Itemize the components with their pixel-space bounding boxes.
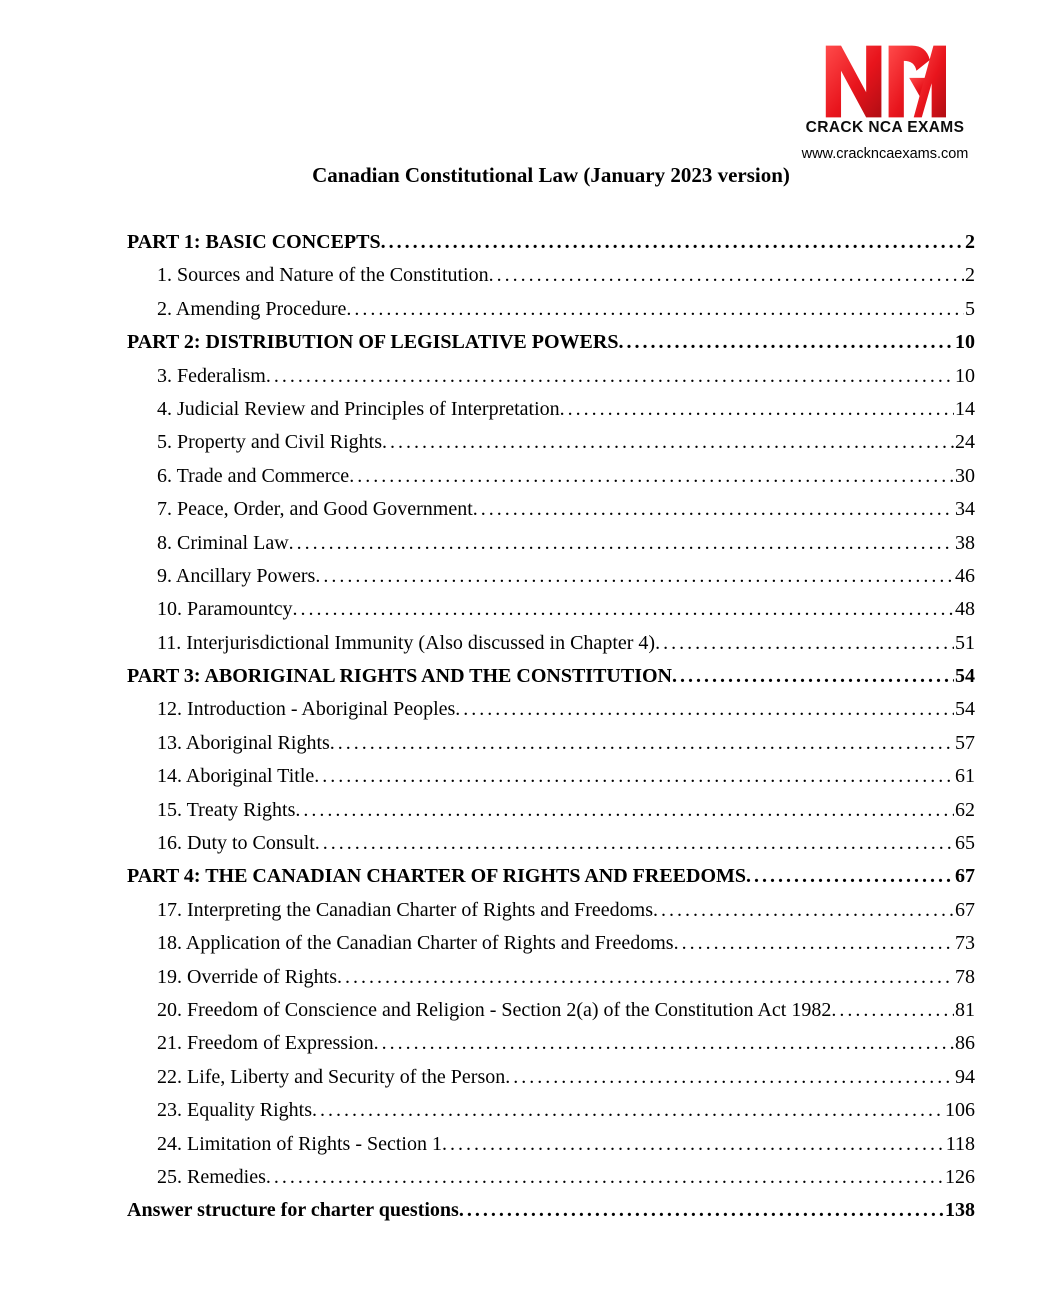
toc-dot-leader bbox=[382, 426, 954, 459]
toc-page-number: 51 bbox=[955, 631, 975, 654]
toc-entry[interactable] bbox=[127, 827, 975, 860]
toc-entry-label: 17. Interpreting the Canadian Charter of Rights and Freedoms bbox=[157, 898, 653, 921]
toc-dot-leader bbox=[655, 627, 954, 660]
toc-dot-leader bbox=[374, 1027, 954, 1060]
toc-dot-leader bbox=[653, 894, 954, 927]
toc-page-number: 38 bbox=[955, 531, 975, 554]
brand-header bbox=[790, 42, 980, 162]
toc-entry[interactable] bbox=[127, 894, 975, 927]
toc-entry[interactable] bbox=[127, 627, 975, 660]
toc-page-number: 73 bbox=[955, 932, 975, 955]
toc-dot-leader bbox=[674, 927, 954, 960]
toc-dot-leader bbox=[459, 1194, 944, 1227]
toc-entry[interactable] bbox=[127, 527, 975, 560]
toc-dot-leader bbox=[746, 860, 954, 893]
toc-page-number: 62 bbox=[955, 798, 975, 821]
toc-entry[interactable] bbox=[127, 794, 975, 827]
toc-entry[interactable] bbox=[127, 593, 975, 626]
toc-entry[interactable] bbox=[127, 1128, 975, 1161]
toc-entry[interactable] bbox=[127, 860, 975, 893]
toc-dot-leader bbox=[381, 226, 964, 259]
toc-entry[interactable] bbox=[127, 326, 975, 359]
toc-page-number: 5 bbox=[965, 297, 975, 320]
toc-entry-label: PART 3: ABORIGINAL RIGHTS AND THE CONSTITUTION bbox=[127, 665, 672, 688]
toc-dot-leader bbox=[266, 360, 954, 393]
toc-dot-leader bbox=[315, 827, 954, 860]
toc-entry-label: 18. Application of the Canadian Charter of Rights and Freedoms bbox=[157, 932, 674, 955]
nca-logo-icon bbox=[824, 42, 946, 121]
toc-entry[interactable] bbox=[127, 426, 975, 459]
toc-list bbox=[127, 226, 975, 1228]
toc-page-number: 10 bbox=[955, 331, 975, 354]
toc-entry[interactable] bbox=[127, 1161, 975, 1194]
toc-dot-leader bbox=[293, 593, 954, 626]
toc-entry[interactable] bbox=[127, 693, 975, 726]
toc-entry[interactable] bbox=[127, 1061, 975, 1094]
toc-entry[interactable] bbox=[127, 560, 975, 593]
toc-dot-leader bbox=[618, 326, 954, 359]
toc-entry-label: 23. Equality Rights bbox=[157, 1099, 312, 1122]
toc-dot-leader bbox=[314, 760, 954, 793]
toc-page-number: 67 bbox=[955, 898, 975, 921]
document-title: Canadian Constitutional Law (January 2023 version) bbox=[312, 163, 790, 187]
toc-dot-leader bbox=[505, 1061, 954, 1094]
toc-entry[interactable] bbox=[127, 293, 975, 326]
toc-entry-label: 24. Limitation of Rights - Section 1 bbox=[157, 1132, 442, 1155]
toc-entry-label: 4. Judicial Review and Principles of Interpretation bbox=[157, 397, 560, 420]
toc-entry[interactable] bbox=[127, 760, 975, 793]
toc-dot-leader bbox=[473, 493, 954, 526]
toc-entry-label: 9. Ancillary Powers bbox=[157, 564, 316, 587]
toc-entry-label: 1. Sources and Nature of the Constitution bbox=[157, 264, 489, 287]
toc-dot-leader bbox=[312, 1094, 944, 1127]
toc-page-number: 2 bbox=[965, 264, 975, 287]
toc-entry[interactable] bbox=[127, 259, 975, 292]
toc-dot-leader bbox=[442, 1128, 945, 1161]
toc-dot-leader bbox=[330, 727, 954, 760]
toc-page-number: 48 bbox=[955, 598, 975, 621]
toc-dot-leader bbox=[289, 527, 954, 560]
toc-entry[interactable] bbox=[127, 1094, 975, 1127]
toc-entry-label: 10. Paramountcy bbox=[157, 598, 293, 621]
toc-entry-label: PART 2: DISTRIBUTION OF LEGISLATIVE POWERS bbox=[127, 331, 619, 354]
toc-entry-label: 12. Introduction - Aboriginal Peoples bbox=[157, 698, 456, 721]
toc-dot-leader bbox=[489, 259, 964, 292]
toc-entry-label: 16. Duty to Consult bbox=[157, 832, 315, 855]
toc-page-number: 94 bbox=[955, 1065, 975, 1088]
toc-entry-label: 7. Peace, Order, and Good Government bbox=[157, 498, 473, 521]
toc-page-number: 61 bbox=[955, 765, 975, 788]
toc-entry[interactable] bbox=[127, 927, 975, 960]
toc-entry-label: 15. Treaty Rights bbox=[157, 798, 296, 821]
toc-dot-leader bbox=[266, 1161, 944, 1194]
toc-entry-label: 8. Criminal Law bbox=[157, 531, 289, 554]
toc-entry-label: 13. Aboriginal Rights bbox=[157, 731, 330, 754]
toc-page-number: 14 bbox=[955, 397, 975, 420]
toc-page-number: 118 bbox=[945, 1132, 975, 1155]
toc-dot-leader bbox=[831, 994, 954, 1027]
toc-dot-leader bbox=[349, 460, 954, 493]
toc-entry[interactable] bbox=[127, 994, 975, 1027]
toc-entry[interactable] bbox=[127, 727, 975, 760]
toc-page-number: 54 bbox=[955, 665, 975, 688]
toc-entry-label: 25. Remedies bbox=[157, 1165, 266, 1188]
toc-page-number: 67 bbox=[955, 865, 975, 888]
toc-entry[interactable] bbox=[127, 493, 975, 526]
toc-page-number: 78 bbox=[955, 965, 975, 988]
toc-entry-label: 20. Freedom of Conscience and Religion - Section 2(a) of the Constitution Act 1982 bbox=[157, 998, 832, 1021]
toc-page-number: 34 bbox=[955, 498, 975, 521]
toc-dot-leader bbox=[337, 961, 954, 994]
toc-page-number: 126 bbox=[945, 1165, 975, 1188]
toc-entry-label: 22. Life, Liberty and Security of the Person bbox=[157, 1065, 506, 1088]
toc-entry-label: 6. Trade and Commerce bbox=[157, 464, 350, 487]
toc-entry[interactable] bbox=[127, 360, 975, 393]
toc-page-number: 138 bbox=[945, 1199, 975, 1222]
toc-entry-label: Answer structure for charter questions bbox=[127, 1199, 459, 1222]
toc-page-number: 46 bbox=[955, 564, 975, 587]
toc-entry-label: 3. Federalism bbox=[157, 364, 266, 387]
toc-entry-label: PART 1: BASIC CONCEPTS bbox=[127, 231, 381, 253]
toc-page-number: 106 bbox=[945, 1099, 975, 1122]
toc-page-number: 54 bbox=[955, 698, 975, 721]
toc-entry-label: PART 4: THE CANADIAN CHARTER OF RIGHTS AND FREEDOMS bbox=[127, 865, 747, 888]
toc-entry-label: 11. Interjurisdictional Immunity (Also discussed in Chapter 4) bbox=[157, 631, 656, 654]
toc-page-number: 57 bbox=[955, 731, 975, 754]
brand-website-link[interactable]: www.crackncaexams.com bbox=[801, 146, 969, 162]
toc-page-number: 65 bbox=[955, 832, 975, 855]
toc-entry[interactable] bbox=[127, 1194, 975, 1227]
toc-page-number: 2 bbox=[965, 231, 975, 253]
toc-dot-leader bbox=[346, 293, 964, 326]
toc-entry-label: 21. Freedom of Expression bbox=[157, 1032, 374, 1055]
toc-dot-leader bbox=[295, 794, 954, 827]
toc-entry-label: 5. Property and Civil Rights bbox=[157, 431, 382, 454]
toc-dot-leader bbox=[455, 693, 954, 726]
toc-entry-label: 2. Amending Procedure bbox=[157, 297, 347, 320]
toc-entry[interactable] bbox=[127, 660, 975, 693]
toc-page-number: 24 bbox=[955, 431, 975, 454]
toc-entry[interactable] bbox=[127, 961, 975, 994]
toc-entry[interactable] bbox=[127, 1027, 975, 1060]
toc-dot-leader bbox=[315, 560, 954, 593]
toc-page-number: 86 bbox=[955, 1032, 975, 1055]
toc-page-number: 10 bbox=[955, 364, 975, 387]
toc-page-number: 81 bbox=[955, 998, 975, 1021]
toc-entry-label: 19. Override of Rights bbox=[157, 965, 337, 988]
toc-page-number: 30 bbox=[955, 464, 975, 487]
brand-name: CRACK NCA EXAMS bbox=[805, 119, 965, 136]
toc-entry-label: 14. Aboriginal Title bbox=[157, 765, 315, 788]
toc-dot-leader bbox=[672, 660, 954, 693]
toc-dot-leader bbox=[560, 393, 954, 426]
toc-entry[interactable] bbox=[127, 226, 975, 259]
toc-entry[interactable] bbox=[127, 460, 975, 493]
toc-entry[interactable] bbox=[127, 393, 975, 426]
